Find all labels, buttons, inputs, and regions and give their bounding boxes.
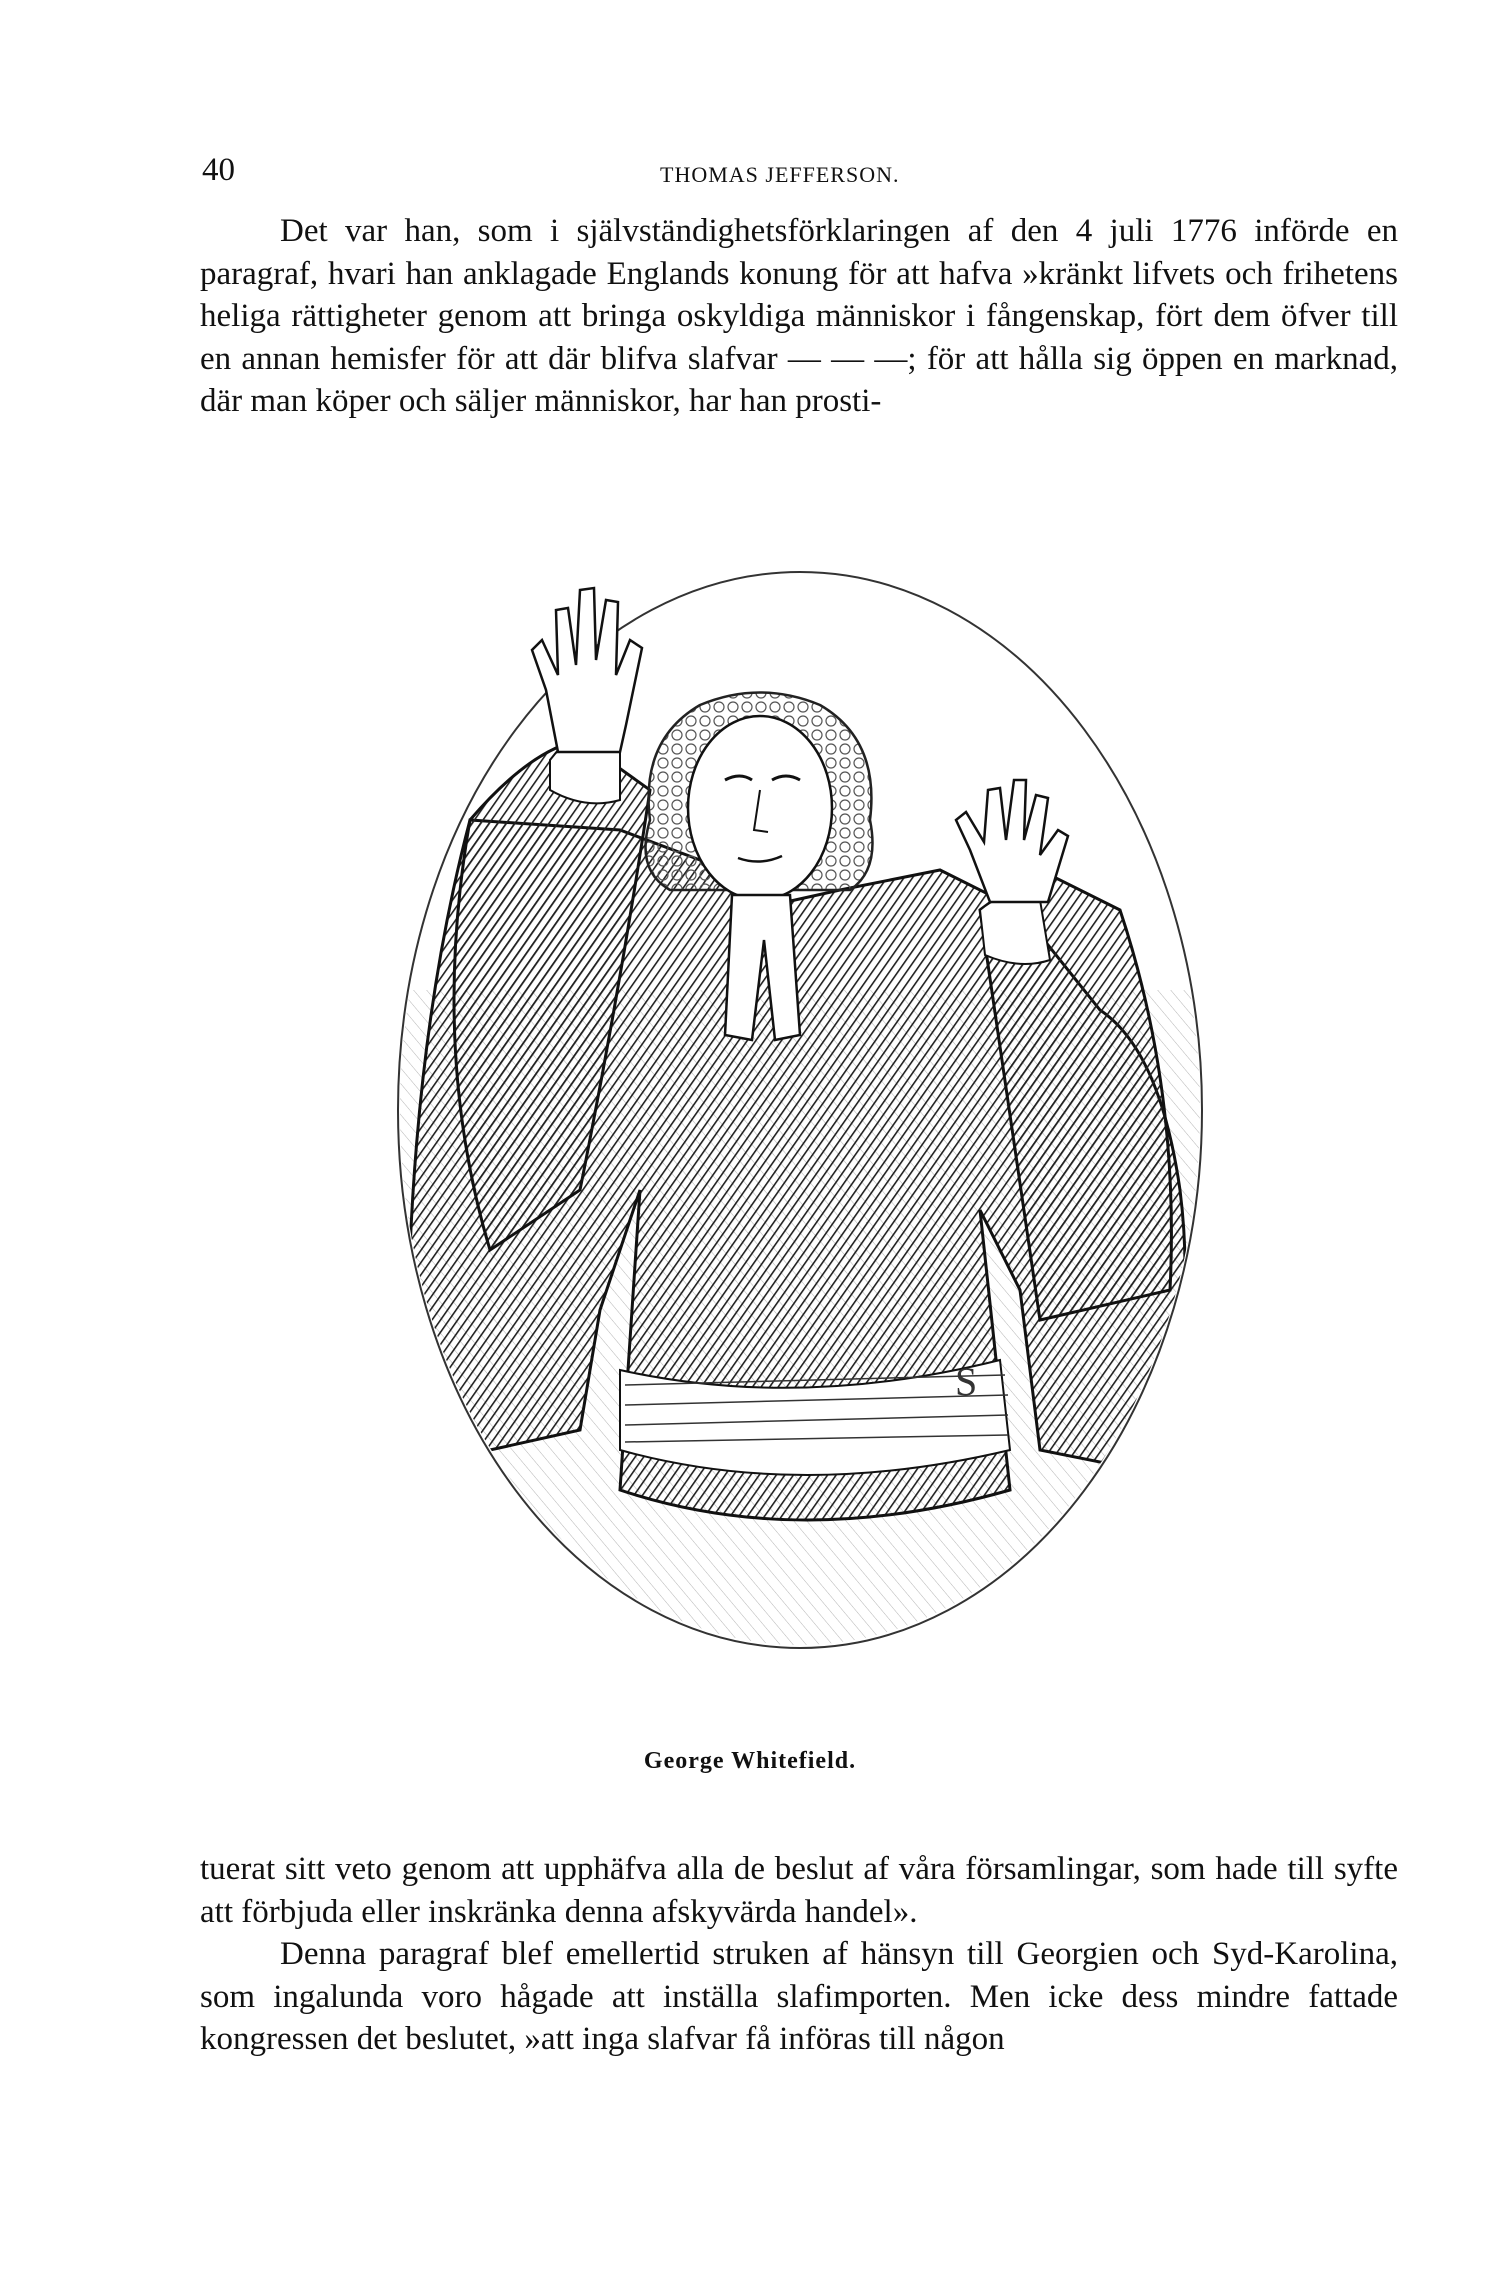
portrait-illustration [320, 490, 1280, 1730]
page-number: 40 [202, 152, 235, 188]
running-head: THOMAS JEFFERSON. [660, 162, 900, 187]
engraving-svg [320, 490, 1280, 1730]
text-block-bottom [200, 1848, 1398, 2061]
paragraph: Det var han, som i självständighetsförklaringen af den 4 juli 1776 införde en paragraf, hvari han anklagade Englands konung för att hafva »kränkt lifvets och frihetens heliga rättigheter genom att bringa oskyldiga människor i fångenskap, fört dem öfver till en annan hemisfer för att där blifva slafvar — — —; för att hålla sig öppen en marknad, där man köper och säljer människor, har han prosti- [200, 213, 1398, 419]
figure-caption: George Whitefield. [643, 1748, 857, 1774]
text-block-top [200, 210, 1398, 423]
right-cuff [980, 894, 1050, 964]
left-hand [532, 588, 642, 752]
engraver-monogram: S [955, 1359, 978, 1404]
paragraph: tuerat sitt veto genom att upphäfva alla de beslut af våra församlingar, som hade till syfte att förbjuda eller inskränka denna afskyvärda handel». [200, 1851, 1398, 1930]
face [688, 716, 832, 900]
right-hand [956, 780, 1068, 902]
paragraph: Denna paragraf blef emellertid struken af hänsyn till Georgien och Syd-Karolina, som ingalunda voro hågade att inställa slafimporten. Men icke dess mindre fattade kongressen det beslutet, »att inga slafvar få införas till någon [200, 1936, 1398, 2057]
